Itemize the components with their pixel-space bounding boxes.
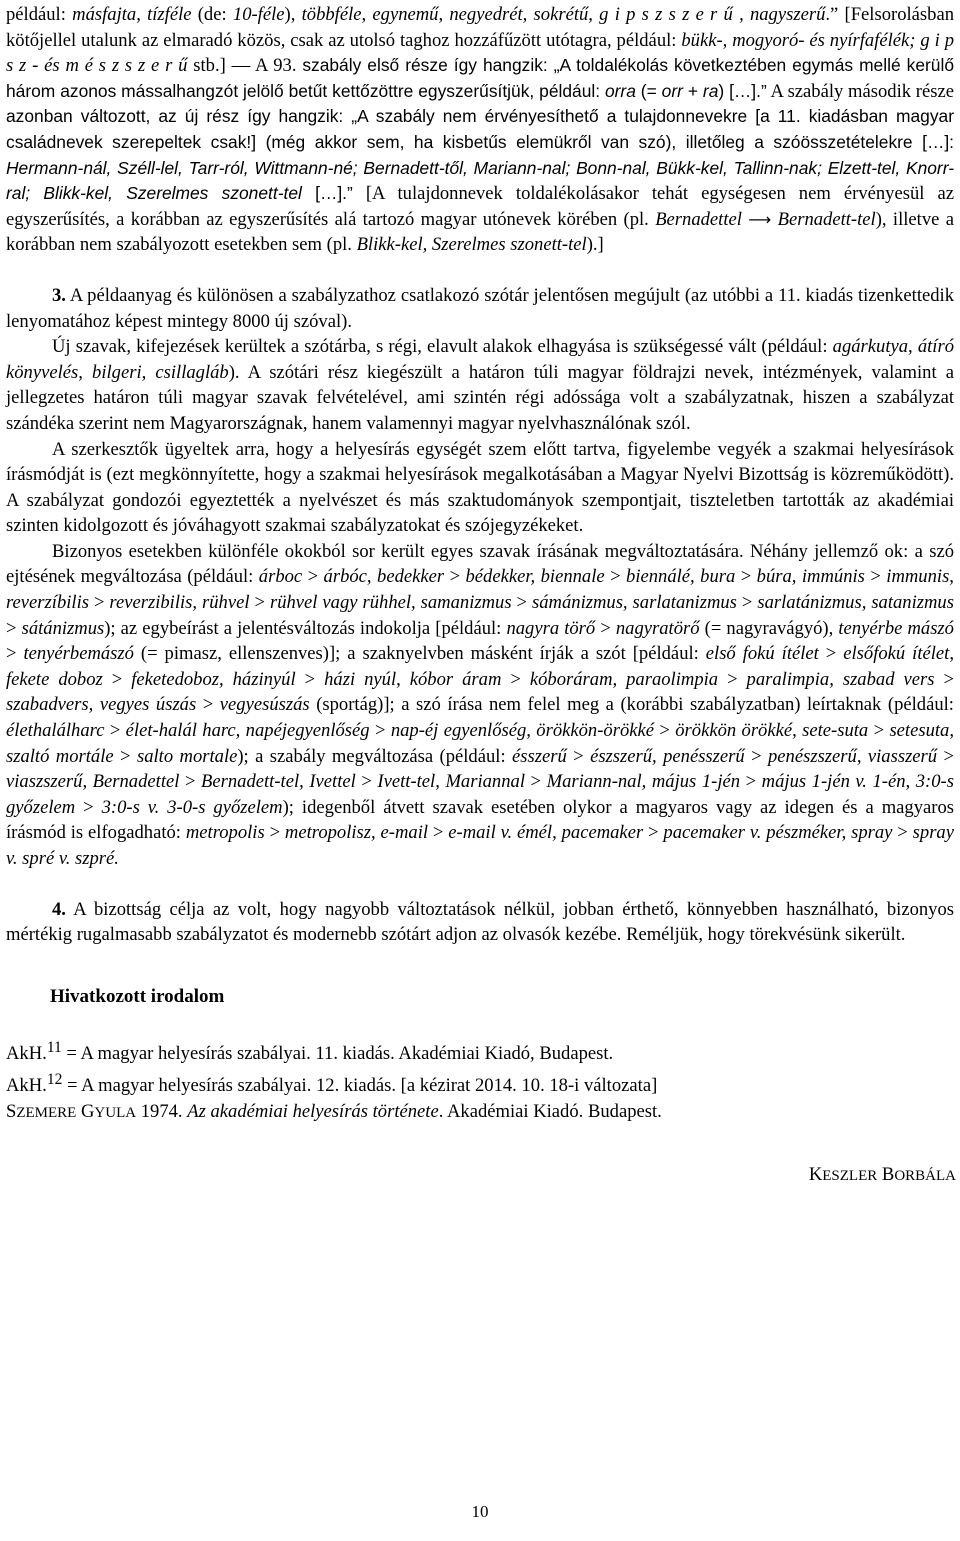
document-page bbox=[6, 2, 954, 1190]
paragraph-editors: A szerkesztők ügyeltek arra, hogy a helyesírás egységét szem előtt tartva, figyelembe vegyék a szakmai helyesírások írásmódját is (ezt megkönnyítette, hogy a szakmai helyesírások megalkotásában a Magyar Nyelvi Bizottság is közreműködött). A szabályzat gondozói egyeztették a nyelvészet és más szaktudományok szempontjait, tiszteletben tartották az akadémiai szinten kidolgozott és jóváhagyott szakmai szabályzatokat és szójegyzékeket. bbox=[6, 438, 954, 537]
spacer bbox=[6, 1126, 954, 1162]
reference-akh11: AkH.$^{11}$ = A magyar helyesírás szabályai. 11. kiadás. Akadémiai Kiadó, Budapest. bbox=[6, 1038, 614, 1064]
paragraph-continuation: például: másfajta, tízféle (de: 10-féle), többféle, egynemű, negyedrét, sokrétű, g i p s z s z e r ű , nagyszerű.” [Felsorolásban kötőjellel utalunk az elmaradó közös, csak az utolsó taghoz hozzáfűzött utótagra, például: bükk-, mogyoró- és nyírfafélék; g i p s z - és m é s z s z e r ű stb.] — A 93. szabály első része így hangzik: „A toldalékolás következtében egymás mellé kerülő három azonos mássalhangzót jelölő betűt kettőzöttre egyszerűsítjük, például: orra (= orr + ra) […].” A szabály második része azonban változott, az új rész így hangzik: „A szabály nem érvényesíthető a tulajdonnevekre [a 11. kiadásban magyar családnevek szerepeltek csak!] (még akkor sem, ha kisbetűs elemükről van szó), illetőleg a szóösszetételekre […]: Hermann-nál, Széll-lel, Tarr-ról, Wittmann-né; Bernadett-től, Mariann-nal; Bonn-nal, Bükk-kel, Tallinn-nak; Elzett-tel, Knorr-ral; Blikk-kel, Szerelmes szonett-tel […].” [A tulajdonnevek toldalékolásakor tehát egységesen nem érvényesül az egyszerűsítés, a korábban az egyszerűsítés alá tartozó magyar utónevek körében (pl. Bernadettel ⟶ Bernadett-tel), illetve a korábban nem szabályozott esetekben sem (pl. Blikk-kel, Szerelmes szonett-tel).] bbox=[6, 4, 955, 256]
spacer bbox=[6, 258, 954, 283]
paragraph-point-3: 3. A példaanyag és különösen a szabályzathoz csatlakozó szótár jelentősen megújult (az utóbbi a 11. kiadás tizenkettedik lenyomatához képest mintegy 8000 új szóval). bbox=[6, 284, 954, 332]
spacer bbox=[6, 948, 954, 984]
paragraph-point-4: 4. A bizottság célja az volt, hogy nagyobb változtatások nélkül, jobban érthető, könnyebben használható, bizonyos mértékig rugalmasabb szabályzatot és modernebb szótárt adjon az olvasók kezébe. Reméljük, hogy törekvésünk sikerült. bbox=[6, 898, 954, 946]
spacer bbox=[6, 872, 954, 897]
reference-akh12: AkH.$^{12}$ = A magyar helyesírás szabályai. 12. kiadás. [a kézirat 2014. 10. 18-i változata] bbox=[6, 1070, 658, 1097]
spacer bbox=[6, 1010, 954, 1035]
page-number: 10 bbox=[471, 1502, 489, 1521]
reference-szemere: SZEMERE GYULA 1974. Az akadémiai helyesírás története. Akadémiai Kiadó. Budapest. bbox=[6, 1101, 662, 1123]
paragraph-changes: Bizonyos esetekben különféle okokból sor került egyes szavak írásának megváltoztatására. Néhány jellemző ok: a szó ejtésének megváltozása (például: árboc > árbóc, bedekker > bédekker, biennale > biennálé, bura > búra, immúnis > immunis, reverzíbilis > reverzibilis, rühvel > rühvel vagy rühhel, samanizmus > sámánizmus, sarlatanizmus > sarlatánizmus, satanizmus > sátánizmus); az egybeírást a jelentésváltozás indokolja [például: nagyra törő > nagyratörő (= nagyravágyó), tenyérbe mászó > tenyérbemászó (= pimasz, ellenszenves)]; a szaknyelvben másként írják a szót [például: első fokú ítélet > elsőfokú ítélet, fekete doboz > feketedoboz, házinyúl > házi nyúl, kóbor áram > kóboráram, paraolimpia > paralimpia, szabad vers > szabadvers, vegyes úszás > vegyesúszás (sportág)]; a szó írása nem felel meg a (korábbi szabályzatban) leírtaknak (például: élethalálharc > élet-halál harc, napéjegyenlőség > nap-éj egyenlőség, örökkön-örökké > örökkön örökké, sete-suta > setesuta, szaltó mortále > salto mortale); a szabály megváltozása (például: ésszerű > észszerű, penésszerű > penészszerű, viasszerű > viaszszerű, Bernadettel > Bernadett-tel, Ivettel > Ivett-tel, Mariannal > Mariann-nal, május 1-jén > május 1-jén v. 1-én, 3:0-s győzelem > 3:0-s v. 3-0-s győzelem); idegenből átvett szavak esetében olykor a magyaros vagy az idegen és a magyaros írásmód is elfogadható: metropolis > metropolisz, e-mail > e-mail v. émél, pacemaker > pacemaker v. pészméker, spray > spray v. spré v. szpré. bbox=[6, 540, 954, 869]
author-signature: KESZLER BORBÁLA bbox=[808, 1164, 956, 1186]
references-heading: Hivatkozott irodalom bbox=[50, 985, 225, 1007]
paragraph-new-words: Új szavak, kifejezések kerültek a szótárba, s régi, elavult alakok elhagyása is szükségessé vált (például: agárkutya, átíró könyvelés, bilgeri, csillagláb). A szótári rész kiegészült a határon túli magyar földrajzi nevek, intézmények, valamint a jellegzetes határon túli magyar szavak felvételével, ami szintén régi adóssága volt a szabályzatnak, hiszen a szabályzat szándéka szerint nem Magyarországnak, hanem valamennyi magyar nyelvhasználónak szól. bbox=[6, 336, 954, 434]
